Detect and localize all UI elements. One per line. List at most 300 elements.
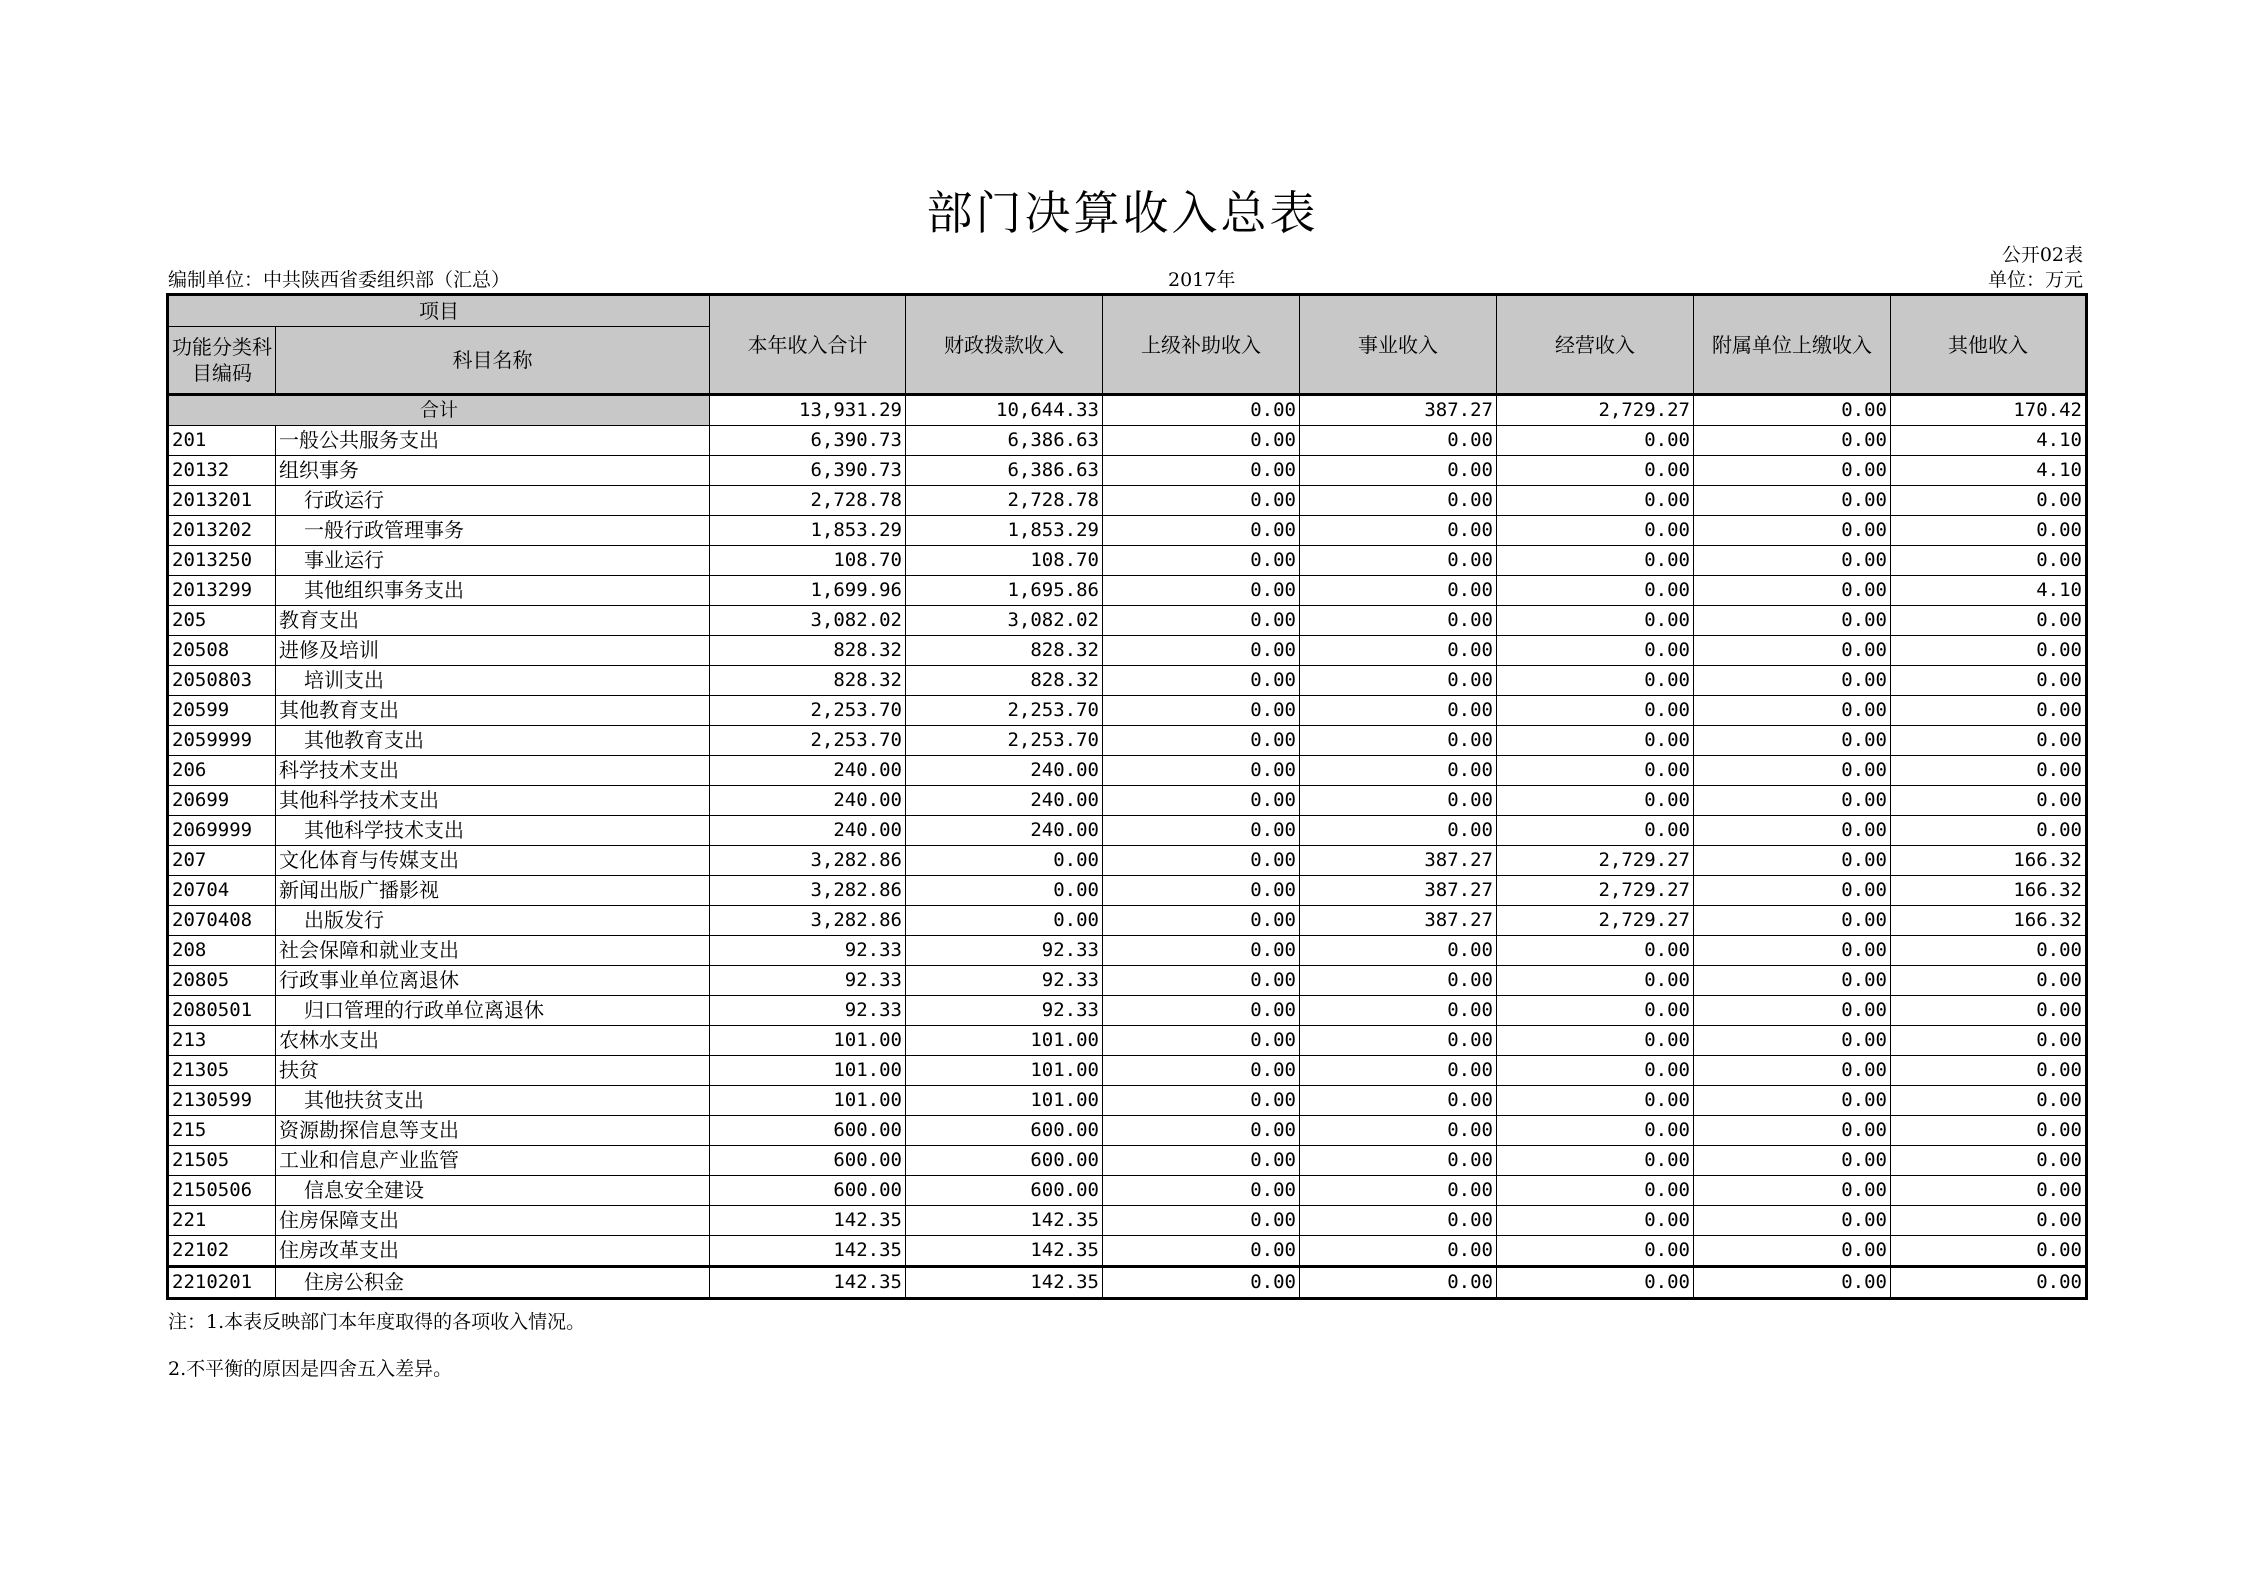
total-value: 0.00 <box>1694 395 1891 426</box>
table-row <box>168 1146 2087 1176</box>
row-value: 0.00 <box>1891 1267 2087 1299</box>
row-value: 0.00 <box>1103 786 1300 816</box>
row-value: 0.00 <box>1300 516 1497 546</box>
row-code: 208 <box>168 936 276 966</box>
row-value: 0.00 <box>1891 726 2087 756</box>
row-value: 0.00 <box>1103 666 1300 696</box>
row-value: 0.00 <box>1103 816 1300 846</box>
row-value: 92.33 <box>710 936 906 966</box>
row-code: 215 <box>168 1116 276 1146</box>
row-value: 0.00 <box>1300 1086 1497 1116</box>
row-value: 0.00 <box>1497 1176 1694 1206</box>
row-code: 20132 <box>168 456 276 486</box>
row-value: 0.00 <box>1891 1026 2087 1056</box>
row-value: 0.00 <box>1694 576 1891 606</box>
row-value: 0.00 <box>1103 636 1300 666</box>
row-value: 92.33 <box>710 996 906 1026</box>
row-value: 0.00 <box>1497 996 1694 1026</box>
row-value: 0.00 <box>1891 1236 2087 1267</box>
row-code: 205 <box>168 606 276 636</box>
row-value: 6,390.73 <box>710 426 906 456</box>
row-value: 0.00 <box>1497 816 1694 846</box>
row-value: 828.32 <box>906 666 1103 696</box>
row-value: 0.00 <box>1891 936 2087 966</box>
col-header-superior-subsidy: 上级补助收入 <box>1103 295 1300 395</box>
row-value: 0.00 <box>1891 1206 2087 1236</box>
row-value: 0.00 <box>1300 1236 1497 1267</box>
table-row <box>168 606 2087 636</box>
row-value: 600.00 <box>710 1146 906 1176</box>
row-value: 1,853.29 <box>906 516 1103 546</box>
row-value: 0.00 <box>1694 786 1891 816</box>
row-value: 0.00 <box>1694 1086 1891 1116</box>
table-row <box>168 456 2087 486</box>
row-value: 142.35 <box>906 1267 1103 1299</box>
row-value: 0.00 <box>1694 696 1891 726</box>
row-value: 0.00 <box>1103 1116 1300 1146</box>
row-value: 0.00 <box>1694 1026 1891 1056</box>
row-value: 0.00 <box>1497 786 1694 816</box>
row-value: 3,082.02 <box>710 606 906 636</box>
row-value: 600.00 <box>710 1176 906 1206</box>
row-name: 工业和信息产业监管 <box>276 1146 710 1176</box>
row-value: 0.00 <box>1694 846 1891 876</box>
row-value: 600.00 <box>906 1176 1103 1206</box>
row-value: 0.00 <box>1694 426 1891 456</box>
row-value: 0.00 <box>1300 456 1497 486</box>
row-value: 0.00 <box>1300 816 1497 846</box>
row-value: 92.33 <box>710 966 906 996</box>
total-row <box>168 395 2087 426</box>
table-row <box>168 1056 2087 1086</box>
row-code: 22102 <box>168 1236 276 1267</box>
row-value: 0.00 <box>1497 576 1694 606</box>
row-value: 0.00 <box>1497 606 1694 636</box>
row-name: 其他扶贫支出 <box>276 1086 710 1116</box>
row-name: 其他科学技术支出 <box>276 816 710 846</box>
row-value: 2,729.27 <box>1497 906 1694 936</box>
row-value: 0.00 <box>1891 786 2087 816</box>
row-value: 142.35 <box>710 1206 906 1236</box>
row-value: 0.00 <box>1497 696 1694 726</box>
row-value: 0.00 <box>1497 1056 1694 1086</box>
table-row <box>168 726 2087 756</box>
table-row <box>168 936 2087 966</box>
row-value: 4.10 <box>1891 426 2087 456</box>
row-value: 2,728.78 <box>710 486 906 516</box>
row-value: 0.00 <box>1300 666 1497 696</box>
row-name: 住房公积金 <box>276 1267 710 1299</box>
row-value: 6,386.63 <box>906 426 1103 456</box>
row-value: 0.00 <box>1103 516 1300 546</box>
row-value: 1,699.96 <box>710 576 906 606</box>
row-value: 0.00 <box>1300 756 1497 786</box>
table-row <box>168 846 2087 876</box>
row-value: 3,082.02 <box>906 606 1103 636</box>
row-code: 20508 <box>168 636 276 666</box>
row-code: 213 <box>168 1026 276 1056</box>
row-value: 600.00 <box>710 1116 906 1146</box>
table-row <box>168 576 2087 606</box>
row-value: 0.00 <box>1497 1116 1694 1146</box>
row-value: 387.27 <box>1300 906 1497 936</box>
row-name: 住房保障支出 <box>276 1206 710 1236</box>
row-value: 108.70 <box>710 546 906 576</box>
row-name: 行政运行 <box>276 486 710 516</box>
row-name: 出版发行 <box>276 906 710 936</box>
row-value: 0.00 <box>1891 636 2087 666</box>
row-value: 2,253.70 <box>710 696 906 726</box>
row-name: 资源勘探信息等支出 <box>276 1116 710 1146</box>
row-code: 221 <box>168 1206 276 1236</box>
row-value: 92.33 <box>906 966 1103 996</box>
table-row <box>168 816 2087 846</box>
row-code: 2013201 <box>168 486 276 516</box>
row-value: 828.32 <box>710 666 906 696</box>
table-row <box>168 1236 2087 1267</box>
total-value: 387.27 <box>1300 395 1497 426</box>
row-value: 0.00 <box>1300 606 1497 636</box>
row-value: 2,253.70 <box>906 726 1103 756</box>
row-name: 一般行政管理事务 <box>276 516 710 546</box>
table-row <box>168 906 2087 936</box>
row-value: 92.33 <box>906 996 1103 1026</box>
row-value: 0.00 <box>1497 1026 1694 1056</box>
table-row <box>168 636 2087 666</box>
row-value: 0.00 <box>1694 546 1891 576</box>
row-value: 0.00 <box>1891 516 2087 546</box>
row-value: 0.00 <box>1497 1206 1694 1236</box>
row-value: 0.00 <box>1300 696 1497 726</box>
col-header-fiscal: 财政拨款收入 <box>906 295 1103 395</box>
row-value: 0.00 <box>1103 546 1300 576</box>
row-value: 828.32 <box>906 636 1103 666</box>
row-value: 108.70 <box>906 546 1103 576</box>
row-value: 0.00 <box>1694 936 1891 966</box>
row-value: 600.00 <box>906 1146 1103 1176</box>
row-value: 0.00 <box>1694 876 1891 906</box>
row-name: 归口管理的行政单位离退休 <box>276 996 710 1026</box>
row-name: 其他教育支出 <box>276 696 710 726</box>
row-value: 0.00 <box>906 846 1103 876</box>
row-name: 新闻出版广播影视 <box>276 876 710 906</box>
row-value: 3,282.86 <box>710 906 906 936</box>
row-code: 20704 <box>168 876 276 906</box>
row-value: 4.10 <box>1891 456 2087 486</box>
row-name: 组织事务 <box>276 456 710 486</box>
row-value: 0.00 <box>1497 726 1694 756</box>
row-value: 0.00 <box>1497 486 1694 516</box>
row-value: 0.00 <box>1103 1086 1300 1116</box>
row-value: 0.00 <box>1497 516 1694 546</box>
row-name: 扶贫 <box>276 1056 710 1086</box>
row-name: 一般公共服务支出 <box>276 426 710 456</box>
row-value: 0.00 <box>1300 1026 1497 1056</box>
row-value: 0.00 <box>1497 1236 1694 1267</box>
row-value: 101.00 <box>906 1056 1103 1086</box>
table-row <box>168 786 2087 816</box>
row-value: 387.27 <box>1300 846 1497 876</box>
row-name: 住房改革支出 <box>276 1236 710 1267</box>
col-header-affiliated-remit: 附属单位上缴收入 <box>1694 295 1891 395</box>
total-value: 0.00 <box>1103 395 1300 426</box>
row-value: 0.00 <box>1694 1056 1891 1086</box>
row-value: 0.00 <box>1891 816 2087 846</box>
row-value: 0.00 <box>1300 786 1497 816</box>
row-name: 进修及培训 <box>276 636 710 666</box>
row-code: 2013299 <box>168 576 276 606</box>
table-row <box>168 966 2087 996</box>
row-value: 6,390.73 <box>710 456 906 486</box>
row-value: 0.00 <box>1103 696 1300 726</box>
table-row <box>168 1267 2087 1299</box>
row-value: 0.00 <box>1891 1146 2087 1176</box>
row-value: 0.00 <box>1694 756 1891 786</box>
row-value: 0.00 <box>1891 606 2087 636</box>
row-value: 0.00 <box>1891 486 2087 516</box>
row-value: 0.00 <box>1103 456 1300 486</box>
total-value: 2,729.27 <box>1497 395 1694 426</box>
row-value: 0.00 <box>1103 1176 1300 1206</box>
row-value: 142.35 <box>906 1206 1103 1236</box>
row-name: 教育支出 <box>276 606 710 636</box>
table-row <box>168 516 2087 546</box>
row-value: 0.00 <box>1694 1176 1891 1206</box>
row-code: 20699 <box>168 786 276 816</box>
row-value: 0.00 <box>1891 546 2087 576</box>
row-name: 科学技术支出 <box>276 756 710 786</box>
total-value: 13,931.29 <box>710 395 906 426</box>
row-name: 其他教育支出 <box>276 726 710 756</box>
row-code: 21305 <box>168 1056 276 1086</box>
row-value: 0.00 <box>1300 1056 1497 1086</box>
row-value: 0.00 <box>1891 996 2087 1026</box>
row-value: 92.33 <box>906 936 1103 966</box>
code-header: 功能分类科目编码 <box>168 327 276 395</box>
row-value: 0.00 <box>1103 876 1300 906</box>
row-value: 0.00 <box>1891 1176 2087 1206</box>
col-header-total: 本年收入合计 <box>710 295 906 395</box>
page-title: 部门决算收入总表 <box>926 186 1319 240</box>
row-value: 0.00 <box>1694 1236 1891 1267</box>
row-value: 240.00 <box>906 786 1103 816</box>
row-value: 240.00 <box>710 786 906 816</box>
row-name: 培训支出 <box>276 666 710 696</box>
row-name: 信息安全建设 <box>276 1176 710 1206</box>
row-value: 0.00 <box>1694 516 1891 546</box>
row-value: 101.00 <box>710 1086 906 1116</box>
row-value: 0.00 <box>1300 576 1497 606</box>
row-name: 行政事业单位离退休 <box>276 966 710 996</box>
row-name: 事业运行 <box>276 546 710 576</box>
row-value: 0.00 <box>1497 966 1694 996</box>
col-header-operating-income: 经营收入 <box>1497 295 1694 395</box>
row-value: 0.00 <box>1300 1146 1497 1176</box>
name-header: 科目名称 <box>276 327 710 395</box>
row-value: 0.00 <box>1891 1086 2087 1116</box>
table-row <box>168 1176 2087 1206</box>
row-name: 农林水支出 <box>276 1026 710 1056</box>
row-name: 社会保障和就业支出 <box>276 936 710 966</box>
form-number: 公开02表 <box>2001 244 2083 266</box>
row-code: 20805 <box>168 966 276 996</box>
row-value: 240.00 <box>906 816 1103 846</box>
row-value: 142.35 <box>710 1236 906 1267</box>
row-value: 0.00 <box>1891 666 2087 696</box>
row-value: 0.00 <box>1103 1146 1300 1176</box>
row-value: 1,853.29 <box>710 516 906 546</box>
row-value: 0.00 <box>1103 756 1300 786</box>
row-value: 0.00 <box>1103 426 1300 456</box>
row-value: 0.00 <box>1891 756 2087 786</box>
total-value: 10,644.33 <box>906 395 1103 426</box>
row-value: 3,282.86 <box>710 876 906 906</box>
row-value: 0.00 <box>1300 426 1497 456</box>
row-name: 文化体育与传媒支出 <box>276 846 710 876</box>
row-value: 0.00 <box>1103 486 1300 516</box>
row-code: 20599 <box>168 696 276 726</box>
report-year: 2017年 <box>1168 269 1236 291</box>
row-value: 0.00 <box>1694 906 1891 936</box>
row-value: 2,729.27 <box>1497 876 1694 906</box>
col-header-business-income: 事业收入 <box>1300 295 1497 395</box>
row-value: 0.00 <box>1891 1056 2087 1086</box>
row-value: 0.00 <box>1694 606 1891 636</box>
row-value: 0.00 <box>1497 1267 1694 1299</box>
row-value: 240.00 <box>710 816 906 846</box>
row-value: 0.00 <box>1103 936 1300 966</box>
row-value: 0.00 <box>1497 1086 1694 1116</box>
project-header: 项目 <box>168 295 710 327</box>
row-code: 21505 <box>168 1146 276 1176</box>
row-value: 0.00 <box>1497 666 1694 696</box>
row-value: 0.00 <box>1103 966 1300 996</box>
table-row <box>168 486 2087 516</box>
row-code: 2070408 <box>168 906 276 936</box>
row-code: 2080501 <box>168 996 276 1026</box>
table-row <box>168 756 2087 786</box>
row-code: 2050803 <box>168 666 276 696</box>
table-row <box>168 426 2087 456</box>
row-value: 0.00 <box>1891 1116 2087 1146</box>
row-value: 0.00 <box>1694 486 1891 516</box>
row-code: 2130599 <box>168 1086 276 1116</box>
table-row <box>168 666 2087 696</box>
compiling-unit: 编制单位：中共陕西省委组织部（汇总） <box>168 269 511 291</box>
row-value: 0.00 <box>1497 426 1694 456</box>
row-value: 0.00 <box>1694 816 1891 846</box>
row-value: 0.00 <box>1694 456 1891 486</box>
row-value: 0.00 <box>1300 1267 1497 1299</box>
row-code: 2069999 <box>168 816 276 846</box>
row-value: 0.00 <box>1694 726 1891 756</box>
row-code: 207 <box>168 846 276 876</box>
income-summary-table <box>166 293 2088 1300</box>
row-value: 0.00 <box>1497 936 1694 966</box>
table-row <box>168 1086 2087 1116</box>
row-value: 6,386.63 <box>906 456 1103 486</box>
row-value: 0.00 <box>1891 696 2087 726</box>
table-row <box>168 1206 2087 1236</box>
row-value: 0.00 <box>1694 1206 1891 1236</box>
row-value: 0.00 <box>1103 1206 1300 1236</box>
row-value: 0.00 <box>1497 546 1694 576</box>
row-value: 166.32 <box>1891 906 2087 936</box>
row-value: 828.32 <box>710 636 906 666</box>
row-value: 1,695.86 <box>906 576 1103 606</box>
row-value: 101.00 <box>906 1026 1103 1056</box>
row-value: 2,729.27 <box>1497 846 1694 876</box>
row-value: 0.00 <box>1694 1267 1891 1299</box>
row-value: 0.00 <box>1497 1146 1694 1176</box>
table-row <box>168 996 2087 1026</box>
row-value: 0.00 <box>1497 456 1694 486</box>
row-value: 0.00 <box>1891 966 2087 996</box>
row-value: 166.32 <box>1891 846 2087 876</box>
row-code: 2210201 <box>168 1267 276 1299</box>
row-value: 0.00 <box>1103 1236 1300 1267</box>
row-value: 0.00 <box>1300 996 1497 1026</box>
row-value: 0.00 <box>1694 666 1891 696</box>
row-value: 101.00 <box>710 1056 906 1086</box>
note-2: 2.不平衡的原因是四舍五入差异。 <box>168 1358 453 1380</box>
row-value: 0.00 <box>1103 1267 1300 1299</box>
row-value: 0.00 <box>1694 996 1891 1026</box>
row-value: 2,253.70 <box>906 696 1103 726</box>
row-value: 0.00 <box>1694 636 1891 666</box>
row-value: 142.35 <box>906 1236 1103 1267</box>
row-code: 206 <box>168 756 276 786</box>
currency-unit: 单位：万元 <box>1987 269 2083 291</box>
row-name: 其他组织事务支出 <box>276 576 710 606</box>
row-value: 0.00 <box>1103 576 1300 606</box>
row-value: 0.00 <box>1103 996 1300 1026</box>
row-value: 0.00 <box>1300 1176 1497 1206</box>
row-value: 0.00 <box>1497 756 1694 786</box>
row-value: 3,282.86 <box>710 846 906 876</box>
row-value: 0.00 <box>1300 546 1497 576</box>
table-row <box>168 1116 2087 1146</box>
row-value: 0.00 <box>1300 966 1497 996</box>
col-header-other-income: 其他收入 <box>1891 295 2087 395</box>
row-value: 0.00 <box>1300 1206 1497 1236</box>
row-value: 0.00 <box>1497 636 1694 666</box>
row-value: 2,253.70 <box>710 726 906 756</box>
table-row <box>168 876 2087 906</box>
row-value: 0.00 <box>1300 486 1497 516</box>
row-value: 0.00 <box>1694 1146 1891 1176</box>
row-code: 2013250 <box>168 546 276 576</box>
row-value: 101.00 <box>710 1026 906 1056</box>
table-row <box>168 1026 2087 1056</box>
row-value: 0.00 <box>1103 1056 1300 1086</box>
row-value: 240.00 <box>710 756 906 786</box>
row-code: 2150506 <box>168 1176 276 1206</box>
row-code: 2013202 <box>168 516 276 546</box>
row-value: 387.27 <box>1300 876 1497 906</box>
table-row <box>168 546 2087 576</box>
row-value: 0.00 <box>1694 1116 1891 1146</box>
row-value: 0.00 <box>906 876 1103 906</box>
row-value: 0.00 <box>1103 846 1300 876</box>
row-code: 201 <box>168 426 276 456</box>
row-value: 0.00 <box>1300 1116 1497 1146</box>
row-value: 0.00 <box>1103 606 1300 636</box>
note-1: 注：1.本表反映部门本年度取得的各项收入情况。 <box>168 1311 586 1333</box>
row-value: 0.00 <box>1103 1026 1300 1056</box>
row-value: 0.00 <box>1694 966 1891 996</box>
total-label: 合计 <box>168 395 710 426</box>
